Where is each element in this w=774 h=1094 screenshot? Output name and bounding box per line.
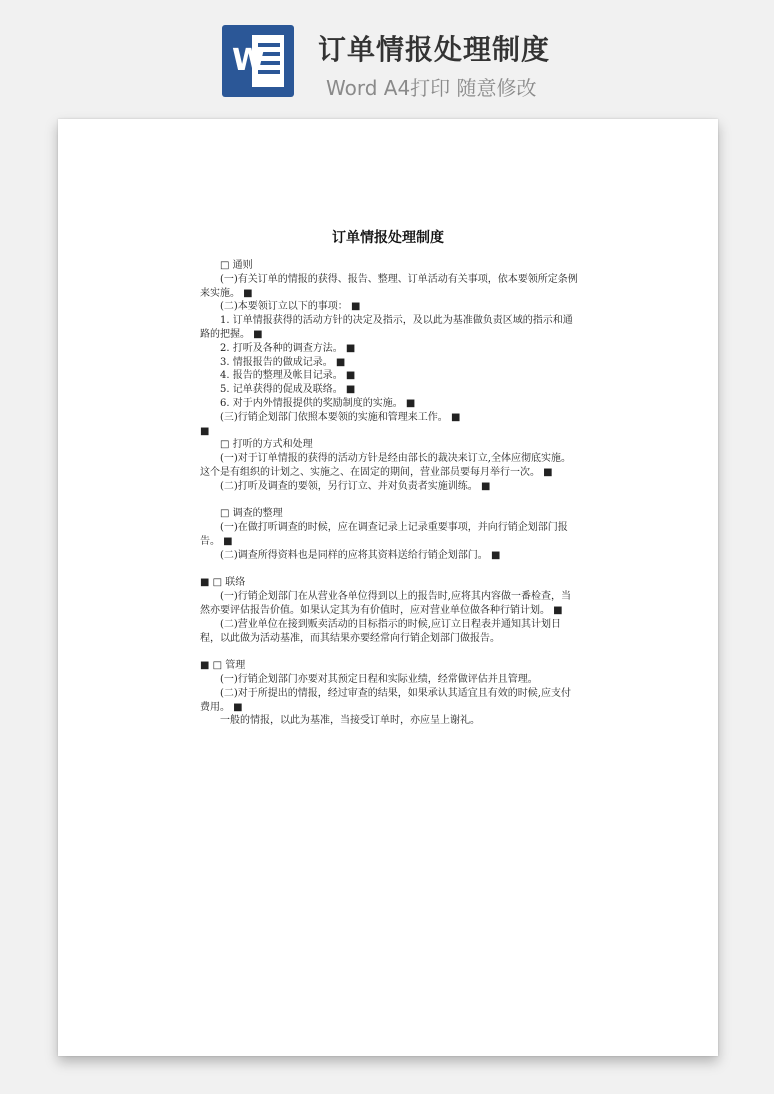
paragraph: 3. 情报报告的做成记录。 ■ bbox=[220, 356, 346, 368]
paragraph: ■ □ 联络 bbox=[200, 577, 246, 589]
section-heading: □ 通则 bbox=[220, 260, 253, 271]
paragraph: (二)调查所得资料也是同样的应将其资料送给行销企划部门。 ■ bbox=[220, 549, 501, 561]
word-letter-logo: W bbox=[232, 43, 266, 78]
paragraph: 1. 订单情报获得的活动方针的决定及指示，及以此为基准做负责区域的指示和通路的把握。 ■ bbox=[200, 315, 573, 340]
paragraph: (二)本要领订立以下的事项： ■ bbox=[220, 301, 361, 313]
paragraph: 6. 对于内外情报提供的奖励制度的实施。 ■ bbox=[220, 397, 416, 409]
paragraph: (二)营业单位在接到贩卖活动的目标指示的时候,应订立日程表并通知其计划日程，以此做为活动基准，而其结果亦要经常向行销企划部门做报告。 bbox=[200, 618, 561, 644]
paragraph-spacer bbox=[200, 494, 578, 508]
header-subtitle: Word A4打印 随意修改 bbox=[326, 76, 537, 100]
paragraph: 2. 打听及各种的调查方法。 ■ bbox=[220, 342, 356, 354]
header-title: 订单情报处理制度 bbox=[318, 33, 551, 66]
document-page bbox=[58, 119, 718, 1056]
section-heading: □ 打听的方式和处理 bbox=[220, 439, 313, 451]
paragraph: (二)打听及调查的要领，另行订立、并对负责者实施训练。 ■ bbox=[220, 480, 491, 492]
paragraph: ■ □ 管理 bbox=[200, 660, 246, 672]
word-document-icon bbox=[222, 25, 294, 97]
paragraph: 4. 报告的整理及帐目记录。 ■ bbox=[220, 370, 356, 382]
paragraph: (一)行销企划部门亦要对其预定日程和实际业绩，经常做评估并且管理。 bbox=[220, 673, 538, 685]
paragraph-spacer bbox=[200, 645, 578, 659]
paragraph: (三)行销企划部门依照本要领的实施和管理来工作。 ■ bbox=[220, 411, 461, 423]
paragraph-spacer bbox=[200, 563, 578, 577]
paragraph: (一)对于订单情报的获得的活动方针是经由部长的裁决来订立,全体应彻底实施。这个是有组织的计划之、实施之、在固定的期间，营业部员要每月举行一次。 ■ bbox=[200, 453, 571, 478]
paragraph: (一)行销企划部门在从营业各单位得到以上的报告时,应将其内容做一番检查，当然亦要评估报告价值。如果认定其为有价值时，应对营业单位做各种行销计划。 ■ bbox=[200, 591, 571, 616]
paragraph: (一)有关订单的情报的获得、报告、整理、订单活动有关事项，依本要领所定条例来实施。 ■ bbox=[200, 273, 578, 299]
document-title: 订单情报处理制度 bbox=[332, 230, 444, 246]
paragraph: (二)对于所提出的情报，经过审查的结果，如果承认其适宜且有效的时候,应支付费用。 ■ bbox=[200, 687, 571, 713]
paragraph: ■ bbox=[200, 425, 210, 437]
page-header bbox=[0, 0, 774, 110]
paragraph: (一)在做打听调查的时候，应在调查记录上记录重要事项，并向行销企划部门报告。 ■ bbox=[200, 522, 568, 547]
section-heading: □ 调查的整理 bbox=[220, 508, 283, 520]
paragraph: 一般的情报，以此为基准，当接受订单时，亦应呈上谢礼。 bbox=[220, 715, 480, 727]
document-body bbox=[200, 259, 578, 728]
paragraph: 5. 记单获得的促成及联络。 ■ bbox=[220, 384, 356, 396]
